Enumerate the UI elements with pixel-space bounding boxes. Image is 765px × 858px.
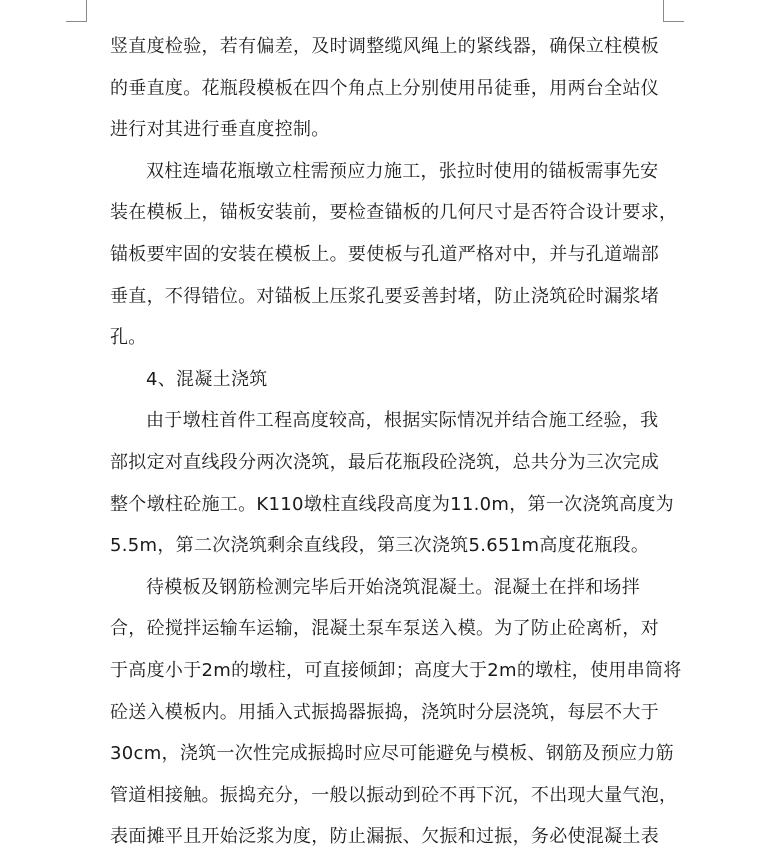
text-line: 砼送入模板内。用插入式振捣器振捣，浇筑时分层浇筑，每层不大于 — [110, 701, 659, 723]
text-line: 整个墩柱砼施工。K110墩柱直线段高度为11.0m，第一次浇筑高度为 — [110, 493, 674, 515]
crop-mark-top-right-vertical — [663, 0, 664, 22]
text-line: 管道相接触。振捣充分，一般以振动到砼不再下沉，不出现大量气泡， — [110, 784, 678, 806]
text-line: 垂直，不得错位。对锚板上压浆孔要妥善封堵，防止浇筑砼时漏浆堵 — [110, 285, 659, 307]
text-line: 部拟定对直线段分两次浇筑，最后花瓶段砼浇筑，总共分为三次完成 — [110, 451, 659, 473]
text-line: 于高度小于2m的墩柱，可直接倾卸；高度大于2m的墩柱，使用串筒将 — [110, 659, 682, 681]
section-heading: 4、混凝土浇筑 — [146, 368, 268, 390]
text-line: 的垂直度。花瓶段模板在四个角点上分别使用吊徒垂，用两台全站仪 — [110, 77, 659, 99]
text-line: 孔。 — [110, 327, 147, 349]
text-line: 30cm，浇筑一次性完成振捣时应尽可能避免与模板、钢筋及预应力筋 — [110, 743, 674, 765]
text-line: 锚板要牢固的安装在模板上。要使板与孔道严格对中，并与孔道端部 — [110, 243, 659, 265]
text-line: 装在模板上，锚板安装前，要检查锚板的几何尺寸是否符合设计要求， — [110, 202, 678, 224]
crop-mark-top-right-horizontal — [663, 21, 684, 22]
text-line: 表面摊平且开始泛浆为度，防止漏振、欠振和过振，务必使混凝土表 — [110, 826, 659, 848]
text-line: 进行对其进行垂直度控制。 — [110, 119, 330, 141]
text-line: 合，砼搅拌运输车运输，混凝土泵车泵送入模。为了防止砼离析，对 — [110, 618, 659, 640]
crop-mark-top-left-horizontal — [66, 21, 87, 22]
text-line: 竖直度检验，若有偏差，及时调整缆风绳上的紧线器，确保立柱模板 — [110, 36, 659, 57]
document-body — [110, 26, 682, 858]
text-line: 双柱连墙花瓶墩立柱需预应力施工，张拉时使用的锚板需事先安 — [146, 160, 659, 182]
text-line: 5.5m，第二次浇筑剩余直线段，第三次浇筑5.651m高度花瓶段。 — [110, 535, 650, 557]
text-line: 待模板及钢筋检测完毕后开始浇筑混凝土。混凝土在拌和场拌 — [146, 576, 641, 598]
crop-mark-top-left-vertical — [86, 0, 87, 22]
text-line: 由于墩柱首件工程高度较高，根据实际情况并结合施工经验，我 — [146, 410, 659, 432]
